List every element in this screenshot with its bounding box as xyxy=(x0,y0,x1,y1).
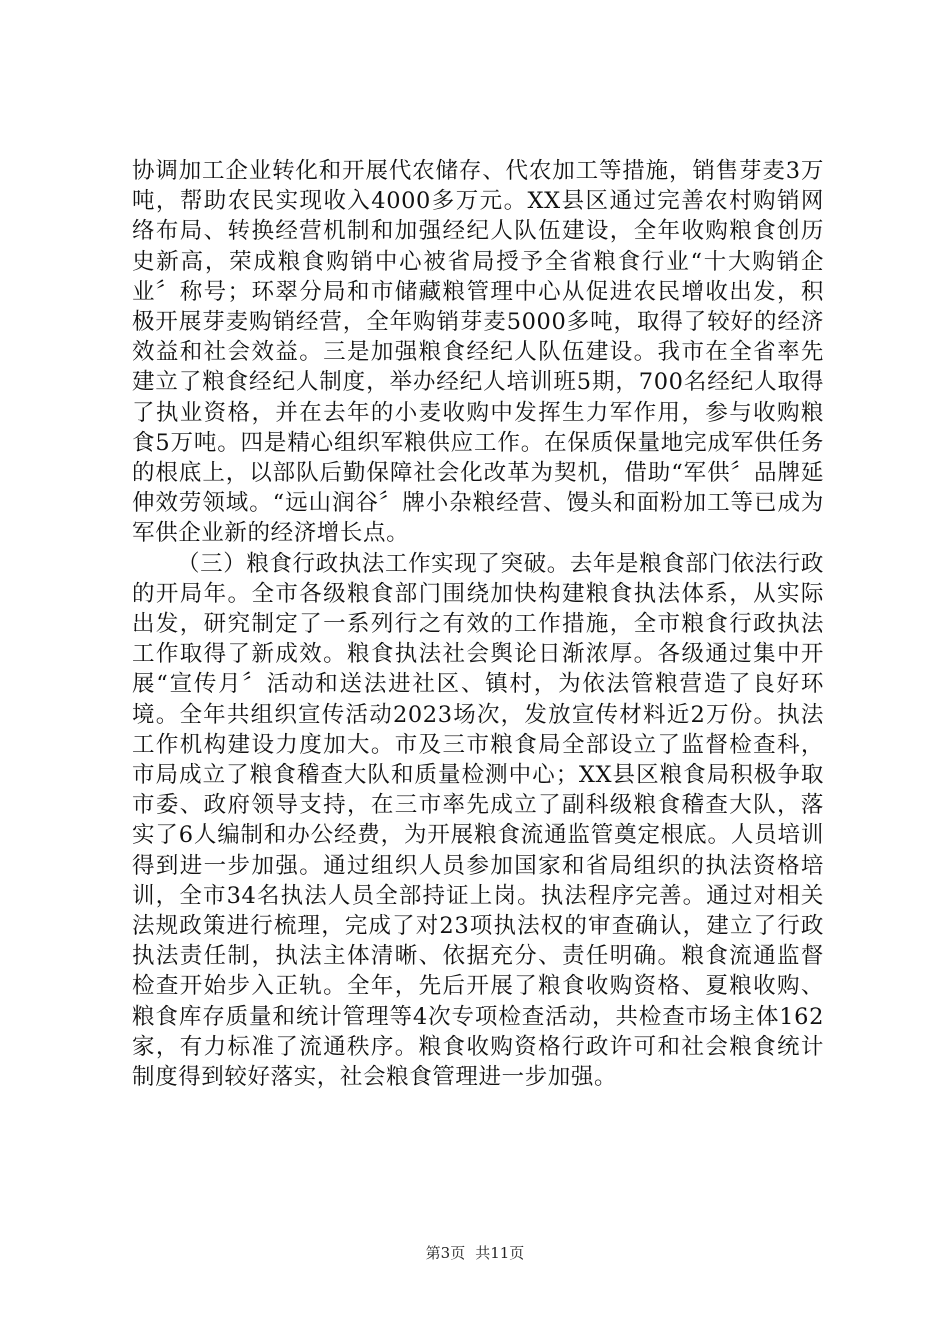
page-footer xyxy=(0,1243,950,1263)
paragraph-section-three: （三）粮食行政执法工作实现了突破。去年是粮食部门依法行政的开局年。全市各级粮食部门围绕加快构建粮食执法体系，从实际出发，研究制定了一系列行之有效的工作措施，全市粮食行政执法工作取得了新成效。粮食执法社会舆论日渐浓厚。各级通过集中开展“宣传月〞活动和送法进社区、镇村，为依法管粮营造了良好环境。全年共组织宣传活动2023场次，发放宣传材料近2万份。执法工作机构建设力度加大。市及三市粮食局全部设立了监督检查科，市局成立了粮食稽查大队和质量检测中心；XX县区粮食局积极争取市委、政府领导支持，在三市率先成立了副科级粮食稽查大队，落实了6人编制和办公经费，为开展粮食流通监管奠定根底。人员培训得到进一步加强。通过组织人员参加国家和省局组织的执法资格培训，全市34名执法人员全部持证上岗。执法程序完善。通过对相关法规政策进行梳理，完成了对23项执法权的审查确认，建立了行政执法责任制，执法主体清晰、依据充分、责任明确。粮食流通监督检查开始步入正轨。全年，先后开展了粮食收购资格、夏粮收购、粮食库存质量和统计管理等4次专项检查活动，共检查市场主体162家，有力标准了流通秩序。粮食收购资格行政许可和社会粮食统计制度得到较好落实，社会粮食管理进一步加强。 xyxy=(132,550,824,1091)
page-total: 共11页 xyxy=(475,1244,525,1262)
document-body xyxy=(132,156,824,1092)
paragraph-continued: 协调加工企业转化和开展代农储存、代农加工等措施，销售芽麦3万吨，帮助农民实现收入4000多万元。XX县区通过完善农村购销网络布局、转换经营机制和加强经纪人队伍建设，全年收购粮食创历史新高，荣成粮食购销中心被省局授予全省粮食行业“十大购销企业〞称号；环翠分局和市储藏粮管理中心从促进农民增收出发，积极开展芽麦购销经营，全年购销芽麦5000多吨，取得了较好的经济效益和社会效益。三是加强粮食经纪人队伍建设。我市在全省率先建立了粮食经纪人制度，举办经纪人培训班5期，700名经纪人取得了执业资格，并在去年的小麦收购中发挥生力军作用，参与收购粮食5万吨。四是精心组织军粮供应工作。在保质保量地完成军供任务的根底上，以部队后勤保障社会化改革为契机，借助“军供〞品牌延伸效劳领域。“远山润谷〞牌小杂粮经营、馒头和面粉加工等已成为军供企业新的经济增长点。 xyxy=(132,158,824,547)
page-number: 第3页 xyxy=(425,1244,466,1262)
